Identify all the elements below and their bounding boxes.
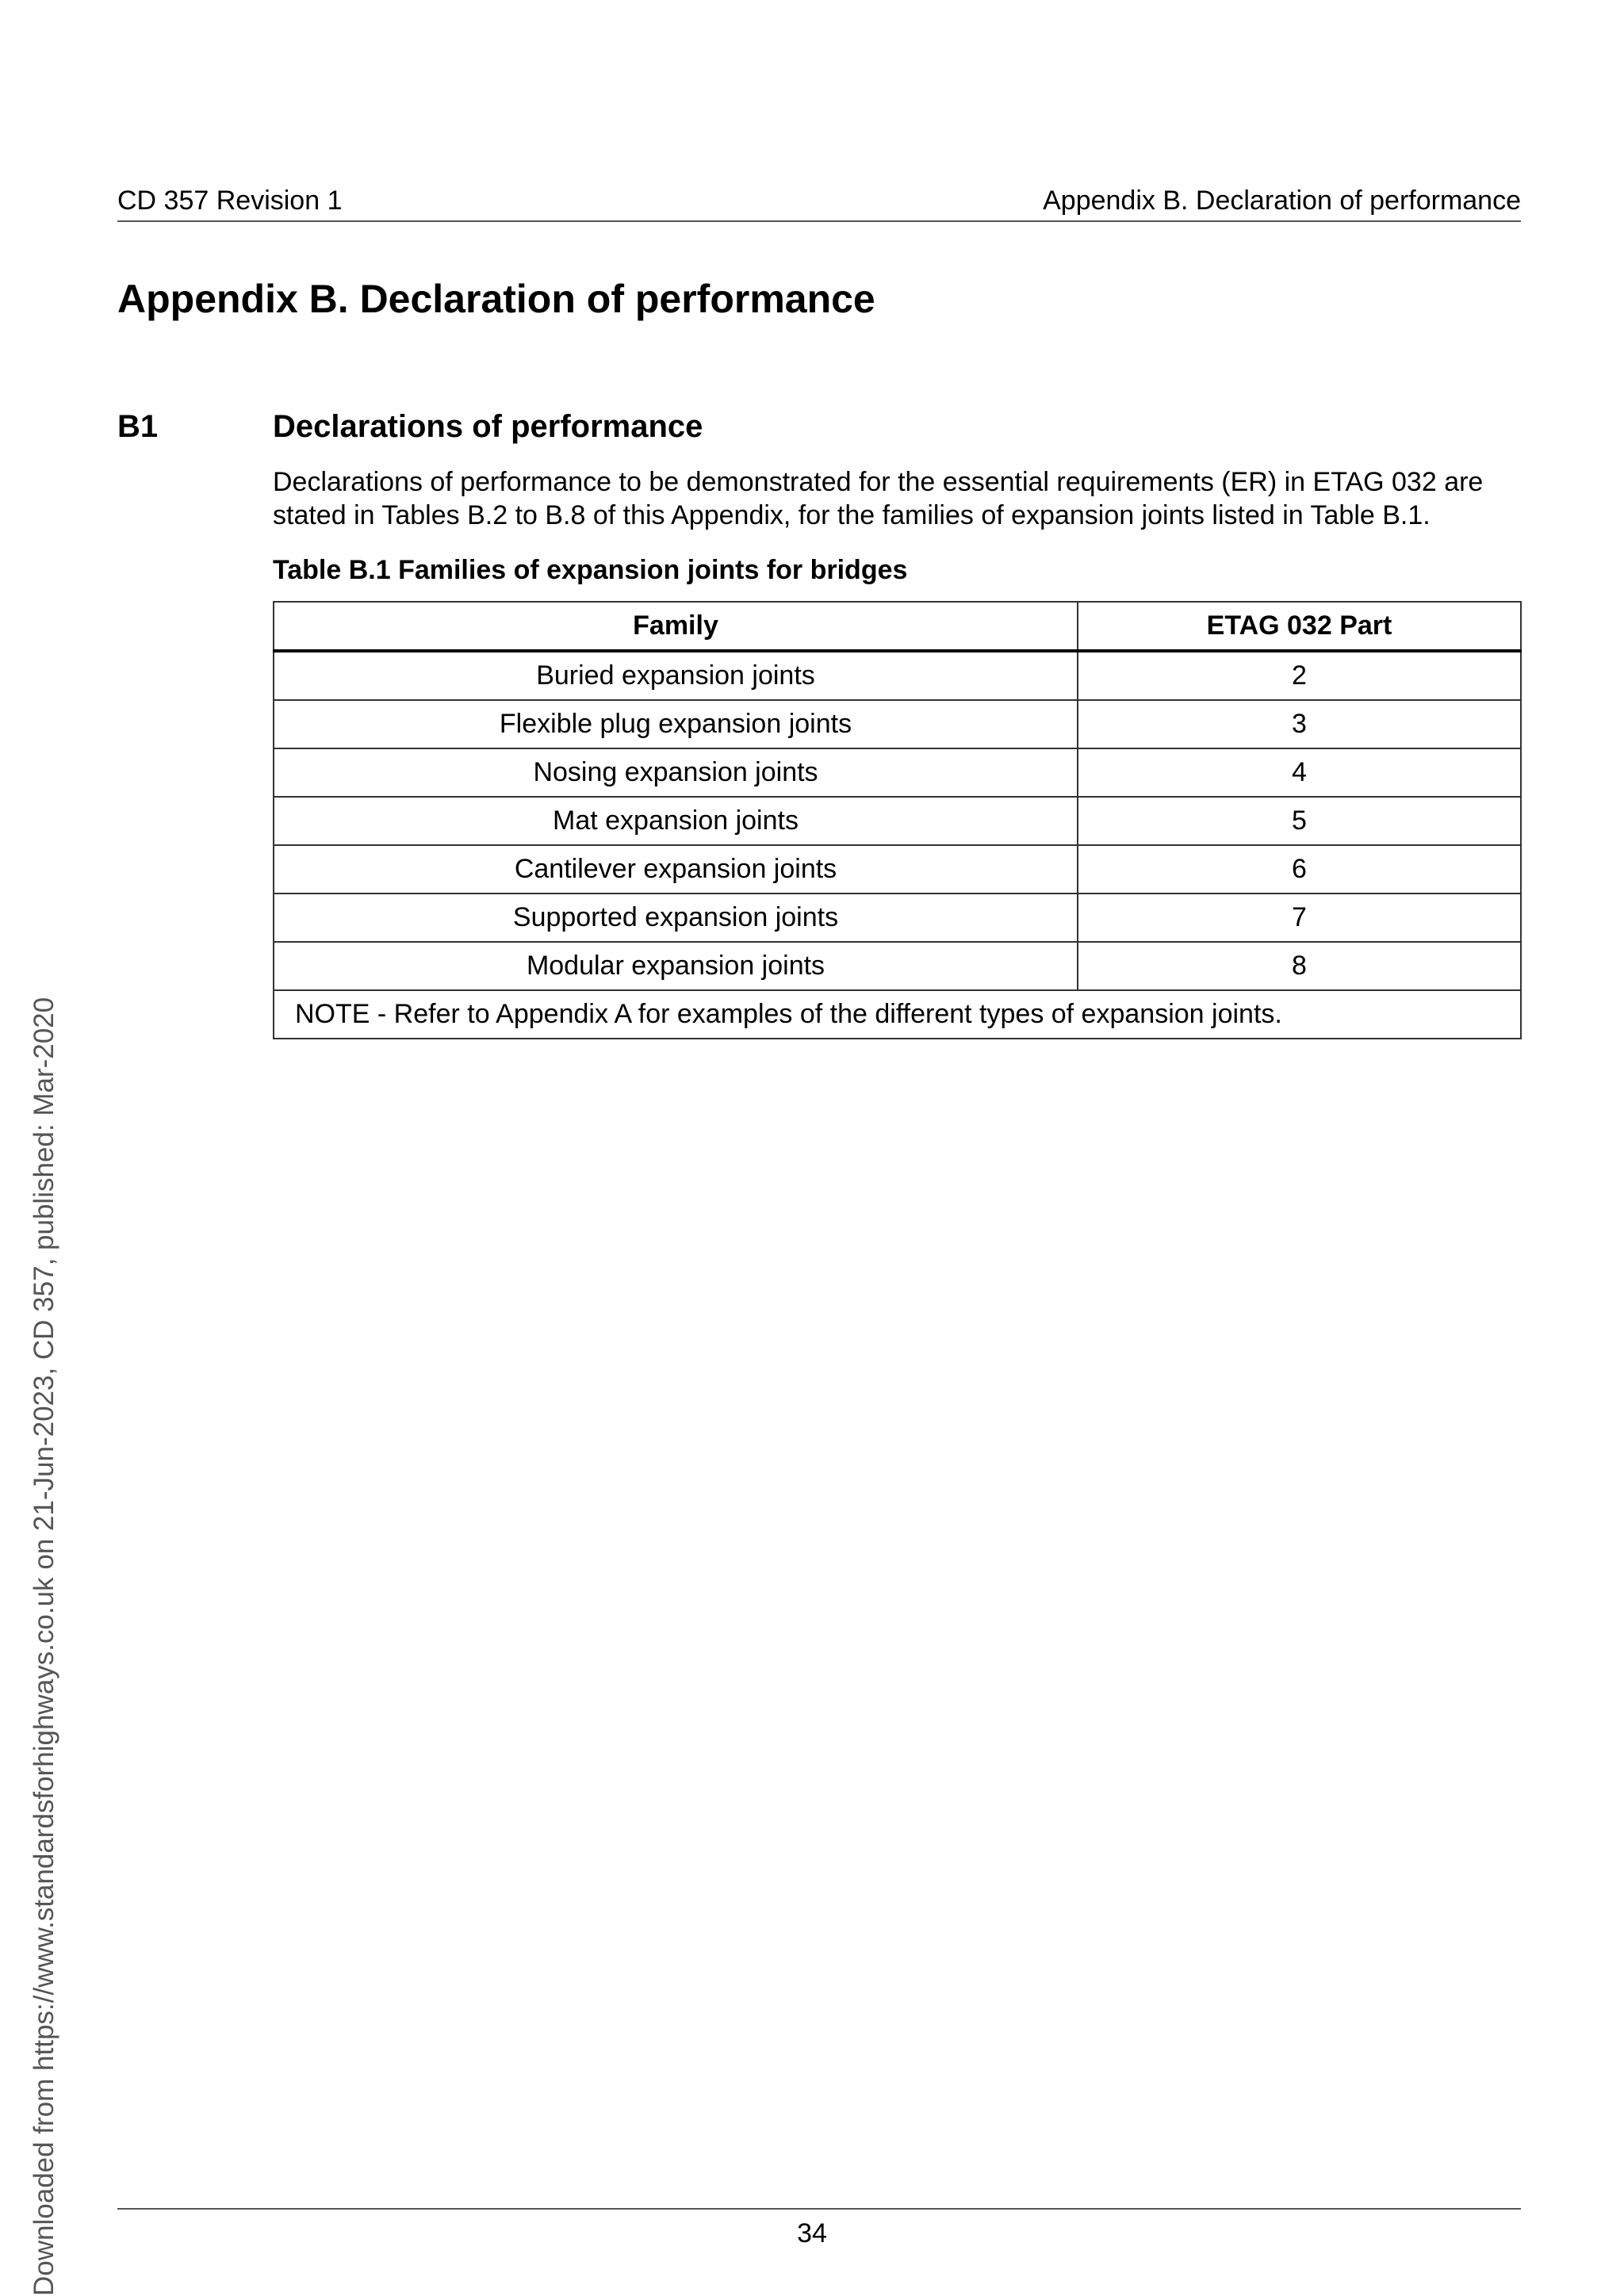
table-caption: Table B.1 Families of expansion joints for bridges — [273, 555, 908, 585]
table-row — [274, 942, 1521, 990]
family-cell: Mat expansion joints — [274, 797, 1078, 845]
footer-divider — [117, 2208, 1521, 2210]
table-row — [274, 651, 1521, 700]
family-cell: Supported expansion joints — [274, 894, 1078, 942]
column-header-etag-part: ETAG 032 Part — [1078, 602, 1521, 651]
etag-part-cell: 3 — [1078, 700, 1521, 748]
running-title: Appendix B. Declaration of performance — [1043, 186, 1521, 216]
table-note-row — [274, 990, 1521, 1039]
table-row — [274, 845, 1521, 894]
page-number: 34 — [797, 2218, 827, 2248]
family-cell: Flexible plug expansion joints — [274, 700, 1078, 748]
page-header — [117, 181, 1521, 222]
etag-part-cell: 2 — [1078, 651, 1521, 700]
family-cell: Cantilever expansion joints — [274, 845, 1078, 894]
family-cell: Buried expansion joints — [274, 651, 1078, 700]
table-header-row — [274, 602, 1521, 651]
etag-part-cell: 7 — [1078, 894, 1521, 942]
table-note: NOTE - Refer to Appendix A for examples of the different types of expansion joints. — [274, 990, 1521, 1039]
table-row — [274, 700, 1521, 748]
etag-part-cell: 8 — [1078, 942, 1521, 990]
table-row — [274, 748, 1521, 797]
section-number: B1 — [117, 409, 159, 444]
download-watermark: Downloaded from https://www.standardsforhighways.co.uk on 21-Jun-2023, CD 357, published: Mar-2020 — [29, 997, 59, 2296]
etag-part-cell: 6 — [1078, 845, 1521, 894]
family-cell: Nosing expansion joints — [274, 748, 1078, 797]
section-body: Declarations of performance to be demonstrated for the essential requirements (ER) in ETAG 032 are stated in Tables B.2 to B.8 of this Appendix, for the families of expansion joints listed in Table B.1. — [273, 467, 1484, 530]
appendix-title: Appendix B. Declaration of performance — [117, 277, 875, 321]
etag-part-cell: 5 — [1078, 797, 1521, 845]
column-header-family: Family — [274, 602, 1078, 651]
table-row — [274, 797, 1521, 845]
document-reference: CD 357 Revision 1 — [117, 186, 343, 216]
section-title: Declarations of performance — [273, 409, 703, 444]
etag-part-cell: 4 — [1078, 748, 1521, 797]
family-cell: Modular expansion joints — [274, 942, 1078, 990]
families-table — [273, 601, 1522, 1039]
table-row — [274, 894, 1521, 942]
